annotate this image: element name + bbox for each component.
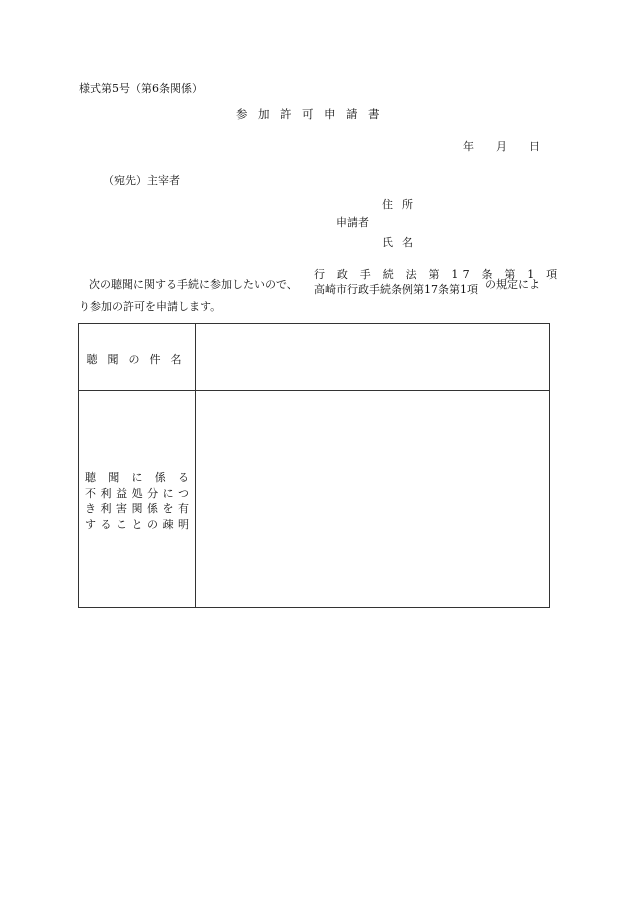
interest-explanation-label <box>79 470 195 532</box>
addressee: （宛先）主宰者 <box>103 174 180 187</box>
document-title: 参加許可申請書 <box>236 107 390 121</box>
form-number: 様式第5号（第6条関係） <box>79 82 203 95</box>
law-option-act: 行 政 手 続 法 第 17 条 第 1 項 <box>314 268 562 281</box>
label-line: することの疎明 <box>85 517 189 531</box>
body-text-start: 次の聴聞に関する手続に参加したいので、 <box>89 278 298 291</box>
day-label: 日 <box>529 140 540 153</box>
application-form-table <box>78 323 550 608</box>
applicant-address-label: 住所 <box>382 198 422 211</box>
interest-explanation-field[interactable] <box>196 391 549 607</box>
applicant-name-label: 氏名 <box>382 236 422 249</box>
date-line <box>441 138 540 154</box>
label-line: き利害関係を有 <box>85 502 189 515</box>
body-text-continuation: の規定によ <box>485 278 540 291</box>
law-option-ordinance: 高崎市行政手続条例第17条第1項 <box>314 283 478 296</box>
label-line: 聴 聞 に 係 る <box>85 471 189 484</box>
hearing-subject-field[interactable] <box>196 324 549 390</box>
year-label: 年 <box>463 140 474 153</box>
applicant-label: 申請者 <box>336 216 369 229</box>
label-line: 不利益処分につ <box>85 486 189 500</box>
body-text-line2: り参加の許可を申請します。 <box>79 300 222 313</box>
hearing-subject-label: 聴聞の件名 <box>86 353 192 366</box>
month-label: 月 <box>496 140 507 153</box>
